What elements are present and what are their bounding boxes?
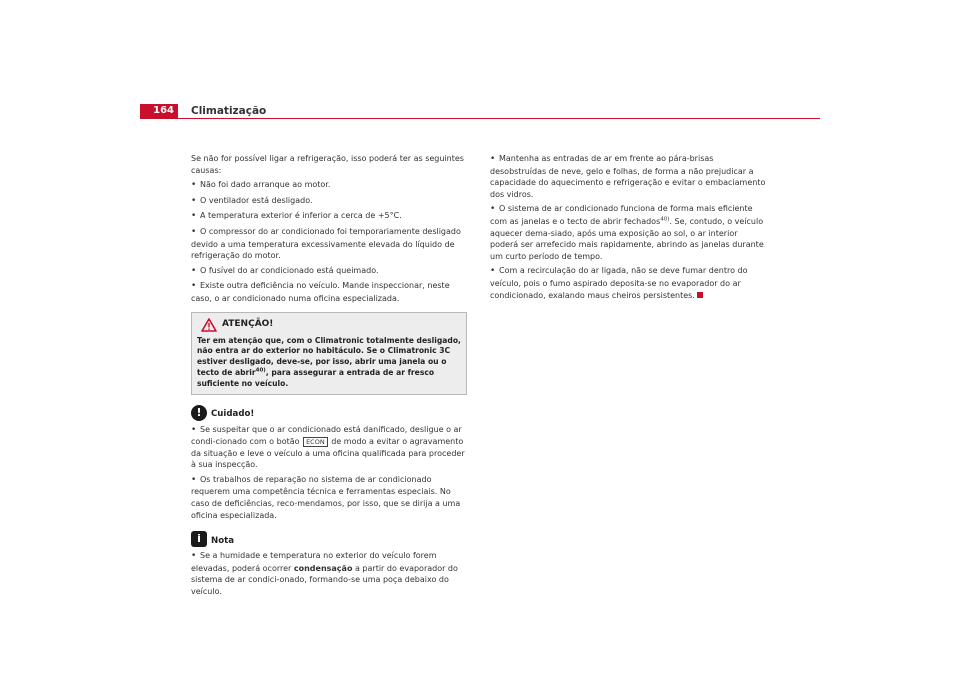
caution-text: Se suspeitar que o ar condicionado está danificado, desligue o ar condi-cionado com o botão (191, 424, 462, 447)
tip-text: Com a recirculação do ar ligada, não se deve fumar dentro do veículo, pois o fumo aspirado deposita-se no evaporador do ar condicionado, exalando maus cheiros persistentes. (490, 266, 748, 300)
warning-triangle-icon (201, 318, 217, 332)
bullet-icon: • (191, 551, 197, 562)
bullet-icon: • (191, 265, 197, 276)
note-item (191, 550, 467, 597)
warning-box (191, 312, 467, 395)
cause-text: A temperatura exterior é inferior a cerca de +5°C. (200, 211, 402, 221)
cause-text: O fusível do ar condicionado está queimado. (200, 265, 379, 275)
intro-paragraph: Se não for possível ligar a refrigeração, isso poderá ter as seguintes causas: (191, 154, 464, 175)
cause-item (191, 265, 467, 278)
exclamation-circle-icon: ! (191, 405, 207, 421)
left-column (191, 153, 467, 601)
page-number: 164 (140, 104, 178, 118)
cause-text: Não foi dado arranque ao motor. (200, 180, 331, 190)
section-title: Climatização (191, 105, 267, 117)
tip-text: Mantenha as entradas de ar em frente ao pára-brisas desobstruídas de neve, gelo e folhas, de forma a não prejudicar a capacidade do aquecimento e refrigeração e evitar o embaciamento dos vidros. (490, 154, 766, 199)
warning-header (197, 318, 461, 332)
footnote-ref: 40) (255, 367, 266, 374)
caution-item (191, 474, 467, 521)
cause-item (191, 226, 467, 262)
end-marker-icon (697, 292, 703, 298)
cause-item (191, 210, 467, 223)
cause-item (191, 195, 467, 208)
warning-text (197, 336, 461, 390)
bullet-icon: • (191, 226, 197, 237)
bullet-icon: • (191, 474, 197, 485)
caution-title: Cuidado! (211, 408, 255, 419)
bullet-icon: • (191, 424, 197, 435)
cause-text: O compressor do ar condicionado foi temporariamente desligado devido a uma temperatura excessivamente elevada do líquido de refrigeração do motor. (191, 226, 461, 261)
note-header (191, 531, 467, 547)
bullet-icon: • (191, 211, 197, 222)
note-text: Se a humidade e temperatura no exterior do veículo forem elevadas, poderá ocorrer (191, 551, 437, 573)
econ-key: ECON (303, 437, 328, 447)
tip-item (490, 203, 768, 262)
bullet-icon: • (490, 204, 496, 215)
tip-item (490, 153, 768, 200)
cause-text: Existe outra deficiência no veículo. Mande inspeccionar, neste caso, o ar condicionado numa oficina especializada. (191, 281, 450, 303)
cause-item (191, 179, 467, 192)
cause-item (191, 280, 467, 304)
bullet-icon: • (191, 195, 197, 206)
tip-item (490, 265, 768, 301)
tip-text: O sistema de ar condicionado funciona de forma mais eficiente com as janelas e o tecto de abrir fechados (490, 204, 753, 226)
bullet-icon: • (490, 266, 496, 277)
bullet-icon: • (490, 154, 496, 164)
header-rule (140, 118, 820, 119)
note-title: Nota (211, 535, 235, 546)
note-text: a partir do evaporador do sistema de ar condici-onado, formando-se uma poça debaixo do veículo. (191, 563, 458, 597)
right-column (490, 153, 768, 304)
caution-item (191, 424, 467, 471)
caution-text: de modo a evitar o agravamento da situação e leve o veículo a uma oficina qualificada para proceder à sua inspecção. (191, 437, 465, 470)
warning-text-part: , para assegurar a entrada de ar fresco suficiente no veículo. (197, 367, 435, 388)
tip-text: . Se, contudo, o veículo aquecer dema-siado, após uma exposição ao sol, o ar interior poderá ser arrefecido mais rapidamente, abrindo as janelas durante um curto período de tempo. (490, 216, 764, 261)
bullet-icon: • (191, 180, 197, 191)
note-bold-word: condensação (293, 563, 353, 573)
note-icon: i (191, 531, 207, 547)
bullet-icon: • (191, 281, 197, 292)
footnote-ref: 40) (660, 216, 670, 223)
caution-text: Os trabalhos de reparação no sistema de ar condicionado requerem uma competência técnica e ferramentas especiais. No caso de deficiências, reco-mendamos, por isso, que se dirija a uma oficina especializada. (191, 474, 461, 520)
warning-text-part: Ter em atenção que, com o Climatronic totalmente desligado, não entra ar do exterior no habitáculo. Se o Climatronic 3C estiver desligado, deve-se, por isso, abrir uma janela ou o tecto de abrir (197, 335, 461, 377)
caution-header (191, 405, 467, 421)
cause-text: O ventilador está desligado. (200, 195, 313, 205)
warning-title: ATENÇÃO! (222, 318, 274, 329)
